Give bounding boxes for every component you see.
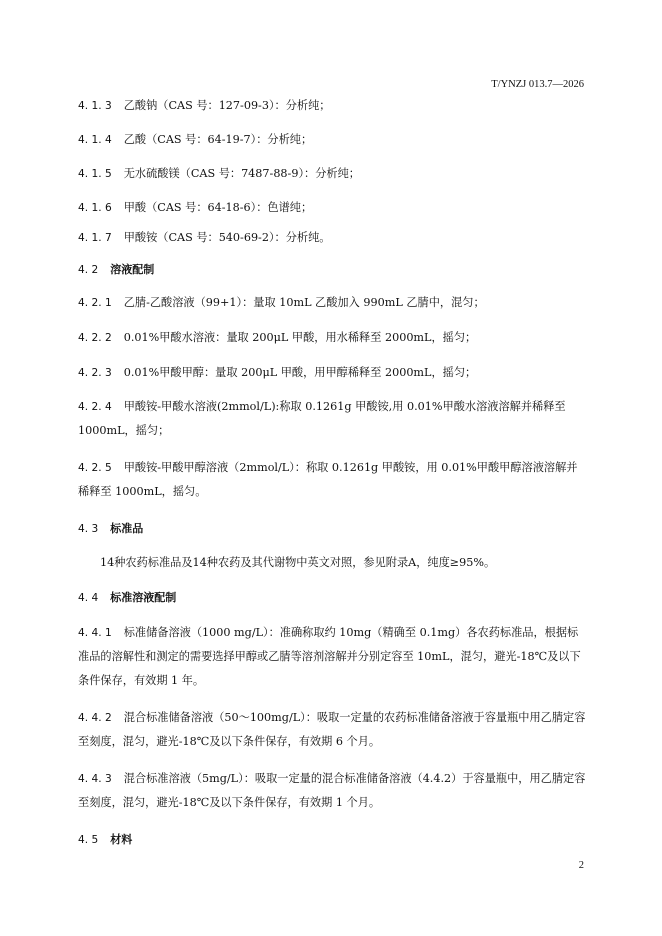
clause-4-2-1 xyxy=(78,291,586,315)
clause-4-1-4 xyxy=(78,128,586,152)
clause-number: 4. 1. 4 xyxy=(78,134,112,146)
clause-text: 乙酸钠（CAS 号：127-09-3）：分析纯； xyxy=(123,99,331,112)
clause-4-2-2 xyxy=(78,326,586,350)
page-number: 2 xyxy=(578,860,584,871)
section-number: 4. 4 xyxy=(78,592,99,604)
standards-paragraph xyxy=(78,551,586,575)
clause-number: 4. 4. 1 xyxy=(78,627,112,639)
clause-4-1-3 xyxy=(78,94,586,118)
document-code-header: T/YNZJ 013.7—2026 xyxy=(491,79,584,90)
clause-text: 0.01%甲酸甲醇：量取 200μL 甲酸，用甲醇稀释至 2000mL，摇匀； xyxy=(123,366,477,379)
clause-number: 4. 2. 2 xyxy=(78,332,112,344)
paragraph-text: 14种农药标准品及14种农药及其代谢物中英文对照，参见附录A，纯度≥95%。 xyxy=(100,556,496,569)
clause-4-1-7 xyxy=(78,226,586,250)
clause-text: 甲酸铵-甲酸甲醇溶液（2mmol/L）：称取 0.1261g 甲酸铵，用 0.01%甲酸甲醇溶液溶解并稀释至 1000mL，摇匀。 xyxy=(78,461,578,498)
clause-number: 4. 2. 3 xyxy=(78,367,112,379)
section-title: 材料 xyxy=(110,833,133,846)
clause-text: 甲酸铵-甲酸水溶液(2mmol/L):称取 0.1261g 甲酸铵,用 0.01%甲酸水溶液溶解并稀释至 1000mL，摇匀； xyxy=(78,400,566,437)
section-number: 4. 5 xyxy=(78,834,99,846)
clause-text: 甲酸（CAS 号：64-18-6）：色谱纯； xyxy=(123,201,313,214)
clause-4-1-6 xyxy=(78,196,586,220)
clause-number: 4. 1. 3 xyxy=(78,100,112,112)
clause-number: 4. 1. 5 xyxy=(78,168,112,180)
section-title: 标准溶液配制 xyxy=(110,591,177,604)
section-title: 溶液配制 xyxy=(110,263,155,276)
clause-4-2-4 xyxy=(78,395,586,443)
clause-4-4-3 xyxy=(78,767,586,815)
clause-number: 4. 4. 2 xyxy=(78,712,112,724)
clause-4-2-5 xyxy=(78,456,586,504)
clause-text: 标准储备溶液（1000 mg/L）：准确称取约 10mg（精确至 0.1mg）各农药标准品，根据标准品的溶解性和测定的需要选择甲醇或乙腈等溶剂溶解并分别定容至 10mL，混匀，避光-18℃及以下条件保存，有效期 1 年。 xyxy=(78,626,581,687)
clause-number: 4. 2. 4 xyxy=(78,401,112,413)
clause-text: 无水硫酸镁（CAS 号：7487-88-9）：分析纯； xyxy=(123,167,360,180)
clause-4-4-2 xyxy=(78,706,586,754)
clause-text: 0.01%甲酸水溶液：量取 200μL 甲酸，用水稀释至 2000mL，摇匀； xyxy=(123,331,477,344)
section-title: 标准品 xyxy=(110,522,144,535)
section-4-5-heading xyxy=(78,828,586,852)
clause-number: 4. 2. 1 xyxy=(78,297,112,309)
clause-number: 4. 1. 6 xyxy=(78,202,112,214)
clause-4-2-3 xyxy=(78,361,586,385)
section-4-4-heading xyxy=(78,586,586,610)
clause-text: 混合标准溶液（5mg/L）：吸取一定量的混合标准储备溶液（4.4.2）于容量瓶中，用乙腈定容至刻度，混匀，避光-18℃及以下条件保存，有效期 1 个月。 xyxy=(78,772,586,809)
section-4-2-heading xyxy=(78,258,586,282)
clause-text: 混合标准储备溶液（50～100mg/L）：吸取一定量的农药标准储备溶液于容量瓶中用乙腈定容至刻度，混匀，避光-18℃及以下条件保存，有效期 6 个月。 xyxy=(78,711,586,748)
clause-4-4-1 xyxy=(78,621,586,693)
clause-number: 4. 4. 3 xyxy=(78,773,112,785)
clause-number: 4. 1. 7 xyxy=(78,232,112,244)
clause-number: 4. 2. 5 xyxy=(78,462,112,474)
clause-4-1-5 xyxy=(78,162,586,186)
clause-text: 乙腈-乙酸溶液（99+1）：量取 10mL 乙酸加入 990mL 乙腈中，混匀； xyxy=(123,296,485,309)
clause-text: 乙酸（CAS 号：64-19-7）：分析纯； xyxy=(123,133,313,146)
clause-text: 甲酸铵（CAS 号：540-69-2）：分析纯。 xyxy=(123,231,331,244)
section-number: 4. 2 xyxy=(78,264,99,276)
section-number: 4. 3 xyxy=(78,523,99,535)
section-4-3-heading xyxy=(78,517,586,541)
